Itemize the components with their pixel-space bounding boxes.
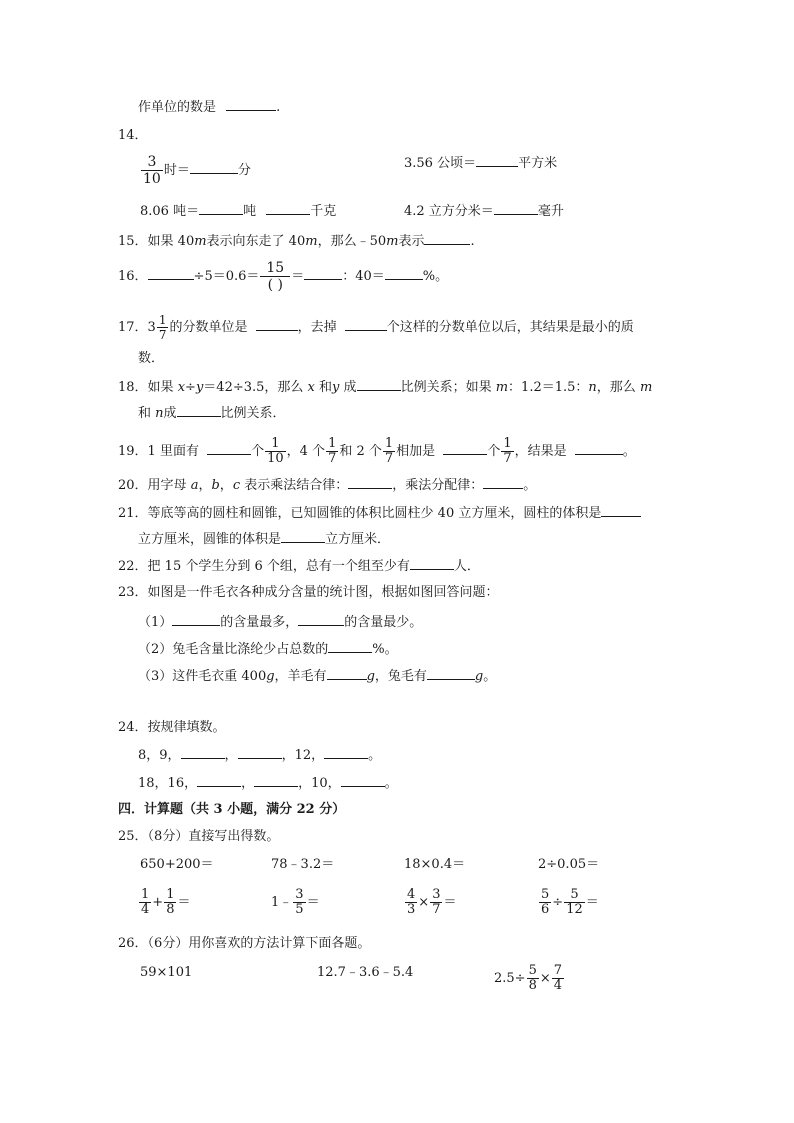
fraction: [527, 964, 539, 993]
answer-blank[interactable]: [199, 202, 243, 215]
section-title: 四．计算题（共 3 小题，满分 22 分）: [118, 802, 346, 817]
variable-n: n: [155, 406, 164, 421]
q22: [118, 557, 480, 575]
text: 8.06 吨＝: [140, 204, 200, 219]
text: 1: [328, 436, 337, 451]
text: ，: [224, 748, 238, 763]
variable-x: x: [307, 380, 315, 395]
text: 个: [487, 444, 501, 459]
answer-blank[interactable]: [254, 774, 298, 787]
text: 5: [295, 902, 304, 917]
q14-item-d: [404, 202, 564, 220]
variable-b: b: [211, 478, 220, 493]
text: ，兔毛有: [374, 669, 427, 684]
text: ，那么﹣50: [317, 234, 387, 249]
q25-title: 25．（8分）直接写出得数。: [118, 829, 280, 844]
text: ，羊毛有: [274, 669, 327, 684]
fraction: [430, 888, 442, 917]
q24-title: 24．按规律填数。: [118, 720, 226, 735]
text: 比例关系．: [220, 406, 286, 421]
q25-expr-4: 2÷0.05＝: [538, 857, 600, 872]
text: ＝: [306, 895, 320, 910]
text: 时＝: [163, 163, 190, 178]
text: ：40＝: [342, 269, 385, 284]
answer-blank[interactable]: [345, 318, 387, 331]
answer-blank[interactable]: [483, 476, 523, 489]
q16: [118, 260, 448, 293]
q18-line1: [118, 378, 652, 396]
answer-blank[interactable]: [348, 476, 392, 489]
text: ，12，: [281, 748, 325, 763]
text: 人．: [453, 559, 480, 574]
text: 1﹣: [271, 895, 293, 910]
variable-x: x: [177, 380, 186, 395]
text: 分: [237, 163, 251, 178]
answer-blank[interactable]: [424, 232, 470, 245]
text: ，: [198, 478, 212, 493]
variable-n: n: [588, 380, 597, 395]
fraction: [260, 260, 290, 293]
text: 个这样的分数单位以后，其结果是最小的质: [386, 320, 634, 335]
unit-g: g: [366, 669, 375, 684]
text: 1: [158, 313, 167, 327]
text: 千克: [310, 204, 337, 219]
text: 4: [407, 887, 416, 902]
answer-blank[interactable]: [172, 613, 220, 626]
answer-blank[interactable]: [181, 746, 225, 759]
text: ，4 个: [286, 444, 326, 459]
answer-blank[interactable]: [226, 98, 276, 111]
text: 5: [528, 963, 537, 978]
text: .: [276, 100, 281, 115]
q23-part3: [138, 667, 496, 685]
text: 表示乘法结合律：: [244, 478, 349, 493]
text: 作单位的数是: [138, 100, 217, 115]
text: 7: [328, 451, 337, 466]
q25-expr-3: 18×0.4＝: [404, 857, 466, 872]
text: 和: [138, 406, 152, 421]
text: 18，16，: [138, 776, 198, 791]
text: （1）: [138, 615, 173, 630]
q25-expr-8: [538, 888, 599, 917]
text: 12: [566, 902, 583, 917]
answer-blank[interactable]: [443, 442, 487, 455]
fraction: [265, 437, 286, 466]
q26-expr-2: 12.7﹣3.6﹣5.4: [317, 965, 414, 980]
text: 成: [343, 380, 357, 395]
answer-blank[interactable]: [341, 774, 385, 787]
text: 3: [407, 902, 416, 917]
answer-blank[interactable]: [494, 202, 538, 215]
text: ，去掉: [297, 320, 337, 335]
fraction: [141, 154, 163, 187]
text: 和: [319, 380, 333, 395]
text: ÷5＝0.6＝: [193, 269, 260, 284]
text: 7: [553, 963, 563, 978]
text: ×: [418, 895, 430, 910]
text: 7: [158, 328, 167, 342]
text: 的含量最多，: [220, 615, 299, 630]
variable-y: y: [332, 380, 340, 395]
q25-expr-7: [404, 888, 456, 917]
text: 吨: [243, 204, 257, 219]
answer-blank[interactable]: [266, 202, 310, 215]
text: .: [470, 234, 475, 249]
text: 3: [295, 887, 304, 902]
text: ＝: [443, 895, 457, 910]
answer-blank[interactable]: [298, 613, 344, 626]
answer-blank[interactable]: [304, 267, 342, 280]
text: 3.56 公顷＝: [404, 156, 477, 171]
q25-expr-6: [271, 888, 320, 917]
text: 比例关系；如果: [400, 380, 492, 395]
text: ，: [241, 776, 255, 791]
answer-blank[interactable]: [357, 378, 401, 391]
answer-blank[interactable]: [197, 774, 241, 787]
fraction: [326, 437, 338, 466]
text: 15: [260, 260, 290, 277]
q25-expr-1: 650+200＝: [140, 857, 214, 872]
text: 立方厘米．: [325, 532, 391, 547]
fraction: [564, 888, 585, 917]
q25-expr-5: [138, 888, 190, 917]
text: ，10，: [298, 776, 341, 791]
variable-m: m: [305, 234, 318, 249]
text: 10: [143, 171, 161, 187]
fraction: [552, 964, 564, 993]
answer-blank[interactable]: [476, 154, 518, 167]
text: 毫升: [537, 204, 564, 219]
q13-tail: [138, 98, 280, 116]
text: 和 2 个: [339, 444, 382, 459]
text: 。: [483, 669, 497, 684]
q26-title: 26．（6分）用你喜欢的方法计算下面各题。: [118, 936, 371, 951]
q21-line1: [118, 504, 641, 522]
text: 。: [384, 776, 398, 791]
text: 5: [541, 887, 550, 902]
q25-expr-2: 78﹣3.2＝: [271, 857, 335, 872]
q23-intro: 23．如图是一件毛衣各种成分含量的统计图，根据如图回答问题：: [118, 585, 499, 600]
q19: [118, 437, 636, 466]
text: 16．: [118, 269, 148, 284]
q15: [118, 232, 475, 250]
answer-blank[interactable]: [575, 442, 623, 455]
variable-m: m: [194, 234, 207, 249]
q18-line2: [138, 404, 286, 422]
text: 8: [166, 902, 175, 917]
q23-part1: [138, 613, 422, 631]
answer-blank[interactable]: [207, 442, 251, 455]
answer-blank[interactable]: [281, 530, 325, 543]
text: ＝42÷3.5，那么: [203, 380, 304, 395]
text: 17．3: [118, 320, 156, 335]
text: ，那么: [596, 380, 636, 395]
text: 立方厘米，圆锥的体积是: [138, 532, 282, 547]
variable-m: m: [495, 380, 509, 395]
q26-expr-1: 59×101: [140, 965, 193, 980]
unit-g: g: [266, 669, 275, 684]
fraction: [293, 888, 305, 917]
variable-a: a: [190, 478, 199, 493]
fraction: [164, 888, 176, 917]
q23-part2: [138, 640, 398, 658]
text: 7: [432, 902, 441, 917]
answer-blank[interactable]: [324, 746, 368, 759]
text: 4: [553, 978, 563, 993]
text: 成: [163, 406, 177, 421]
text: 7: [384, 451, 394, 466]
answer-blank[interactable]: [256, 318, 298, 331]
text: 5: [564, 888, 585, 903]
text: 1: [141, 887, 150, 902]
variable-c: c: [232, 478, 241, 493]
text: （2）兔毛含量比涤纶少占总数的: [138, 642, 329, 657]
text: 。: [622, 444, 636, 459]
unit-g: g: [474, 669, 484, 684]
text: 表示: [398, 234, 425, 249]
text: （3）这件毛衣重 400: [138, 669, 267, 684]
q24-row2: [138, 774, 398, 792]
text: 1: [166, 887, 175, 902]
text: 的分数单位是: [169, 320, 248, 335]
fraction: [539, 888, 551, 917]
text: 个: [251, 444, 265, 459]
text: 4.2 立方分米＝: [404, 204, 494, 219]
text: ×: [539, 971, 551, 986]
text: 21．等底等高的圆柱和圆锥，已知圆锥的体积比圆柱少 40 立方厘米，圆柱的体积是: [118, 506, 602, 521]
text: ，: [219, 478, 233, 493]
text: ÷: [552, 895, 564, 910]
text: 2.5÷: [494, 971, 526, 986]
q14-item-c: [140, 202, 336, 220]
text: 8: [528, 978, 537, 993]
text: 6: [541, 902, 550, 917]
text: 8，9，: [138, 748, 181, 763]
text: ＝: [177, 895, 191, 910]
q17-line1: [118, 313, 634, 342]
text: 15．如果 40: [118, 234, 195, 249]
text: 4: [141, 902, 150, 917]
fraction: [383, 437, 395, 466]
answer-blank[interactable]: [328, 640, 372, 653]
text: ，结果是: [514, 444, 567, 459]
fraction-blank[interactable]: ( ): [267, 277, 283, 293]
text: 。: [523, 478, 537, 493]
q24-row1: [138, 746, 381, 764]
text: 相加是: [396, 444, 436, 459]
q14-item-a: [140, 154, 251, 187]
answer-blank[interactable]: [327, 667, 367, 680]
text: ＝: [291, 269, 305, 284]
text: 的含量最少。: [344, 615, 423, 630]
answer-blank[interactable]: [385, 267, 423, 280]
text: ：1.2＝1.5：: [508, 380, 589, 395]
answer-blank[interactable]: [148, 267, 194, 280]
text: +: [152, 895, 164, 910]
text: 1: [503, 436, 512, 451]
answer-blank[interactable]: [410, 557, 454, 570]
text: 18．如果: [118, 380, 174, 395]
text: %。: [372, 642, 398, 657]
q14-item-b: [404, 154, 557, 172]
q26-expr-3: [494, 964, 565, 993]
text: %。: [422, 269, 449, 284]
text: 10: [267, 451, 284, 466]
fraction: [405, 888, 417, 917]
text: 3: [141, 154, 163, 171]
variable-y: y: [195, 380, 204, 395]
q17-line2: 数．: [138, 351, 165, 366]
variable-m: m: [639, 380, 653, 395]
fraction: [501, 437, 513, 466]
text: 19．1 里面有: [118, 444, 199, 459]
text: ＝: [585, 895, 599, 910]
answer-blank[interactable]: [427, 667, 475, 680]
text: 3: [432, 887, 441, 902]
q14-number: 14．: [118, 128, 148, 143]
text: 。: [368, 748, 382, 763]
q20: [118, 476, 536, 494]
text: 20．用字母: [118, 478, 187, 493]
variable-m: m: [386, 234, 399, 249]
text: 22．把 15 个学生分到 6 个组，总有一个组至少有: [118, 559, 410, 574]
text: 1: [265, 437, 286, 452]
text: 7: [503, 451, 512, 466]
answer-blank[interactable]: [601, 504, 641, 517]
fraction: [139, 888, 151, 917]
q21-line2: [138, 530, 390, 548]
text: 平方米: [518, 156, 558, 171]
text: ÷: [185, 380, 196, 395]
text: ，乘法分配律：: [392, 478, 484, 493]
answer-blank[interactable]: [177, 404, 221, 417]
answer-blank[interactable]: [190, 161, 238, 174]
text: 1: [384, 436, 394, 451]
answer-blank[interactable]: [238, 746, 282, 759]
fraction: [157, 313, 169, 342]
text: 表示向东走了 40: [206, 234, 306, 249]
